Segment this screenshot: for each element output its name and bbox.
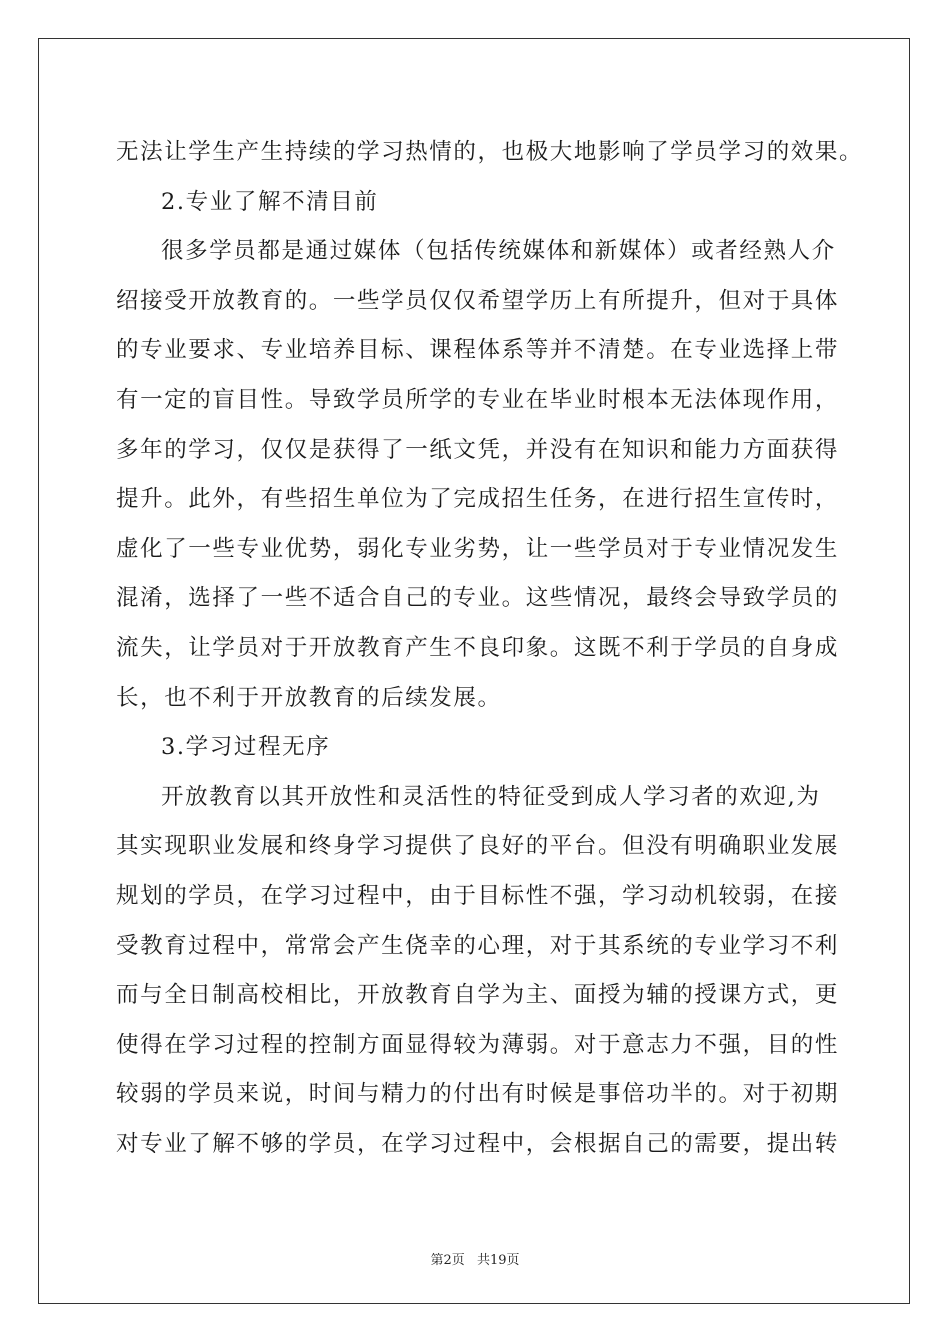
text-line: 规划的学员，在学习过程中，由于目标性不强，学习动机较弱，在接 [116,882,840,909]
page-total: 共19页 [476,1253,520,1268]
page-footer [0,1249,950,1268]
text-line: 很多学员都是通过媒体（包括传统媒体和新媒体）或者经熟人介 [161,238,836,265]
text-line: 无法让学生产生持续的学习热情的，也极大地影响了学员学习的效果。 [116,139,864,165]
text-line: 而与全日制高校相比，开放教育自学为主、面授为辅的授课方式，更 [116,982,840,1009]
text-line: 有一定的盲目性。导致学员所学的专业在毕业时根本无法体现作用， [116,386,840,413]
text-line: 对专业了解不够的学员，在学习过程中，会根据自己的需要，提出转 [116,1130,840,1157]
text-line: 其实现职业发展和终身学习提供了良好的平台。但没有明确职业发展 [116,833,840,860]
text-line: 绍接受开放教育的。一些学员仅仅希望学历上有所提升，但对于具体 [116,287,840,314]
text-line: 流失，让学员对于开放教育产生不良印象。这既不利于学员的自身成 [116,634,840,661]
text-line: 开放教育以其开放性和灵活性的特征受到成人学习者的欢迎,为 [161,783,821,810]
text-line: 受教育过程中，常常会产生侥幸的心理，对于其系统的专业学习不利 [116,932,840,959]
text-line: 长，也不利于开放教育的后续发展。 [116,684,502,711]
text-line: 较弱的学员来说，时间与精力的付出有时候是事倍功半的。对于初期 [116,1081,840,1108]
text-line: 3.学习过程无序 [161,734,331,761]
text-line: 虚化了一些专业优势，弱化专业劣势，让一些学员对于专业情况发生 [116,535,840,562]
document-body [116,128,864,1169]
text-line: 提升。此外，有些招生单位为了完成招生任务，在进行招生宣传时， [116,486,840,513]
page-number: 第2页 [430,1253,465,1268]
text-line: 使得在学习过程的控制方面显得较为薄弱。对于意志力不强，目的性 [116,1031,840,1058]
text-line: 2.专业了解不清目前 [161,188,379,215]
text-line: 混淆，选择了一些不适合自己的专业。这些情况，最终会导致学员的 [116,585,840,612]
text-line: 多年的学习，仅仅是获得了一纸文凭，并没有在知识和能力方面获得 [116,436,840,463]
text-line: 的专业要求、专业培养目标、课程体系等并不清楚。在专业选择上带 [116,337,840,364]
